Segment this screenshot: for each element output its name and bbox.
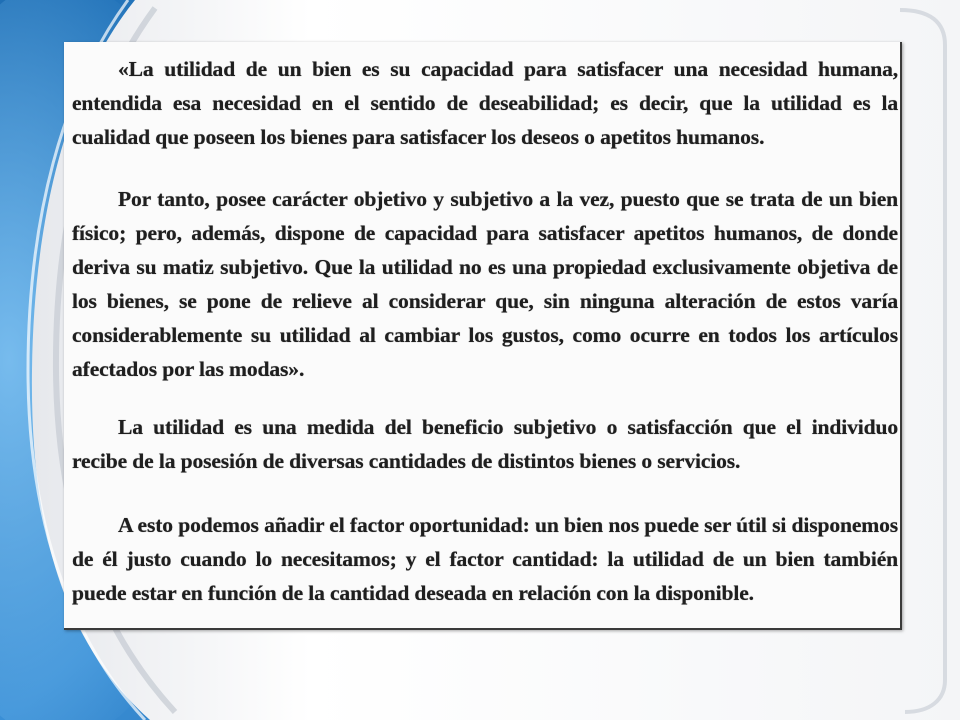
paragraph-1: «La utilidad de un bien es su capacidad para satisfacer una necesidad humana, entendida esa necesidad en el sentido de deseabilidad; es decir, que la utilidad es la cualidad que poseen los bienes para satisfacer los deseos o apetitos humanos. <box>72 57 898 149</box>
paragraph-4: A esto podemos añadir el factor oportunidad: un bien nos puede ser útil si disponemos de él justo cuando lo necesitamos; y el factor cantidad: la utilidad de un bien también puede estar en función de la cantidad deseada en relación con la disponible. <box>72 513 898 605</box>
paragraph-2: Por tanto, posee carácter objetivo y subjetivo a la vez, puesto que se trata de un bien físico; pero, además, dispone de capacidad para satisfacer apetitos humanos, de donde deriva su matiz subjetivo. Que la utilidad no es una propiedad exclusivamente objetiva de los bienes, se pone de relieve al considerar que, sin ninguna alteración de estos varía considerablemente su utilidad al cambiar los gustos, como ocurre en todos los artículos afectados por las modas». <box>72 187 898 381</box>
paragraph-3: La utilidad es una medida del beneficio subjetivo o satisfacción que el individuo recibe de la posesión de diversas cantidades de distintos bienes o servicios. <box>72 415 898 473</box>
